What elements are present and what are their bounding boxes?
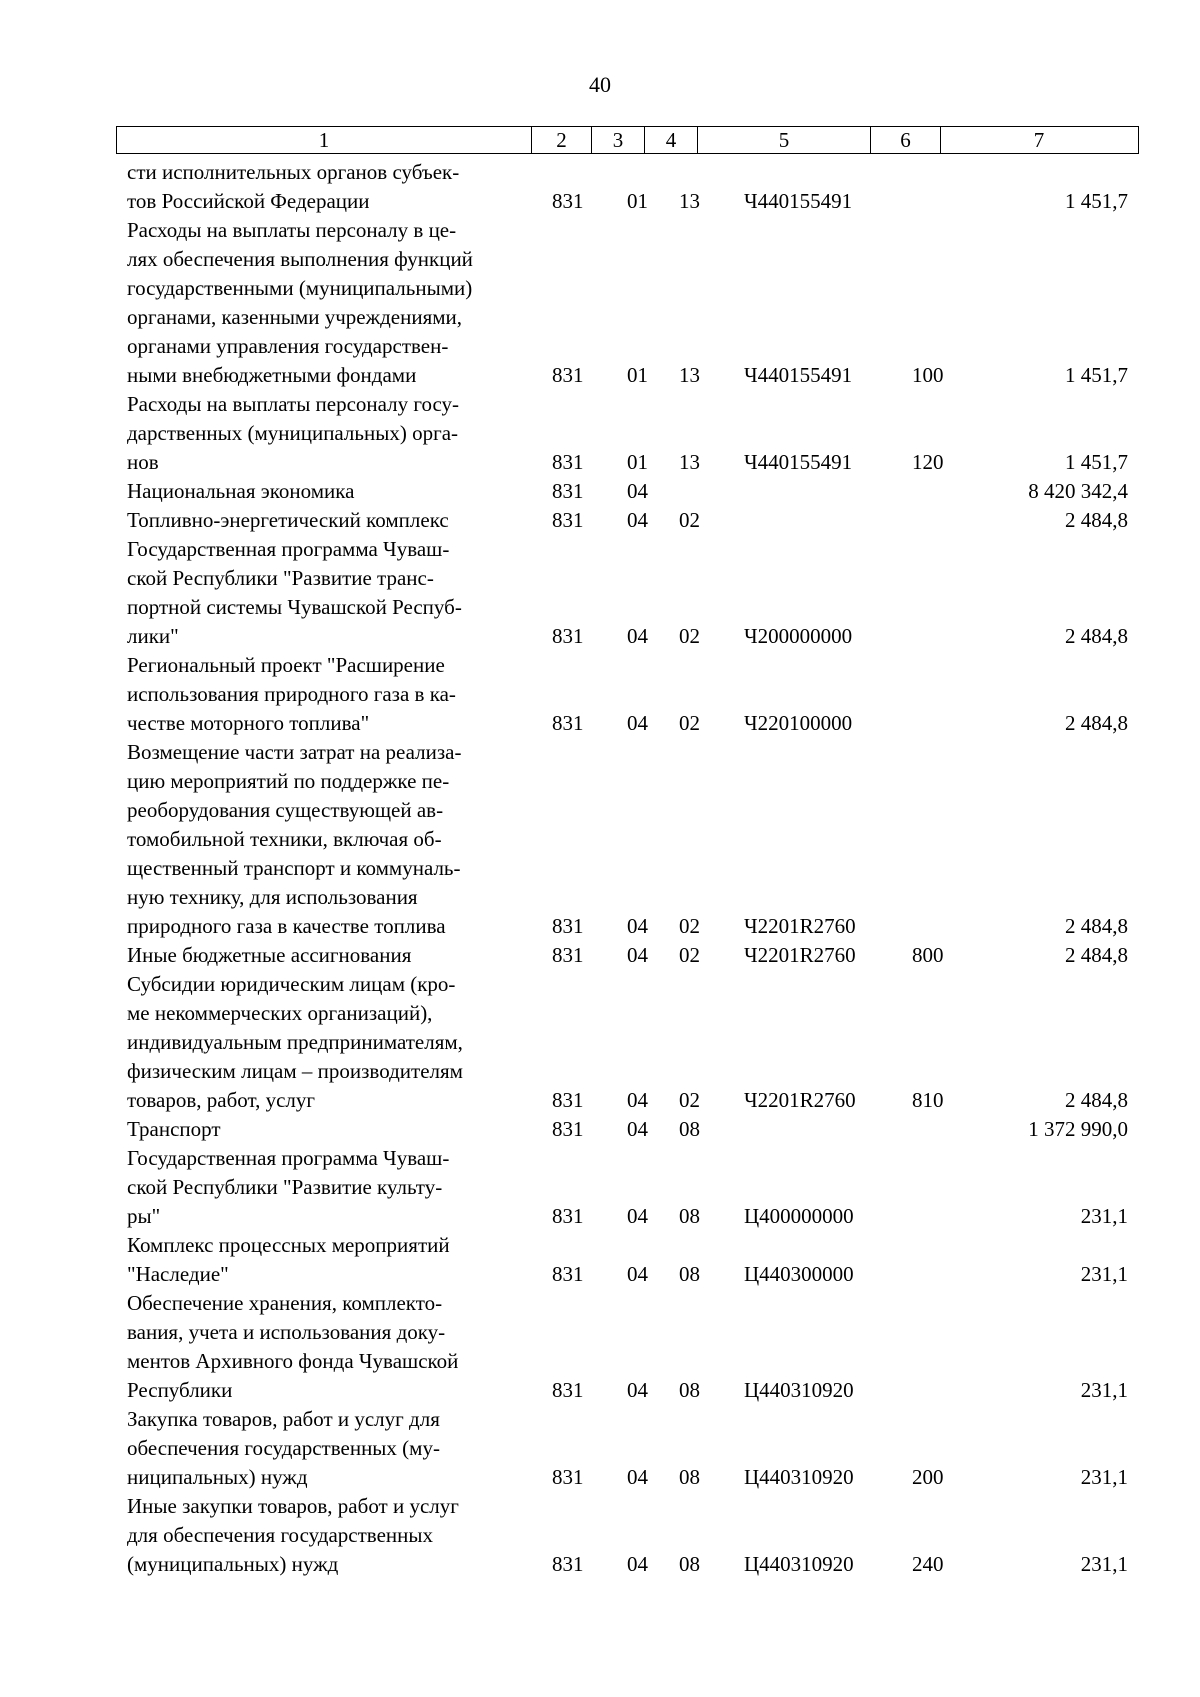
row-target-article: Ч2201R2760 <box>744 943 856 967</box>
row-admin-code: 831 <box>552 363 584 387</box>
header-col-4: 4 <box>644 127 697 153</box>
row-subsection: 08 <box>679 1117 700 1141</box>
table-row <box>0 477 1200 506</box>
table-row <box>0 1231 1200 1289</box>
row-amount: 2 484,8 <box>1065 508 1128 532</box>
row-admin-code: 831 <box>552 1465 584 1489</box>
row-description: Региональный проект "Расширение использования природного газа в ка- честве моторного топлива" <box>127 653 456 735</box>
row-expense-type: 810 <box>912 1088 944 1112</box>
row-target-article: Ч440155491 <box>744 363 853 387</box>
row-expense-type: 120 <box>912 450 944 474</box>
row-target-article: Ч200000000 <box>744 624 853 648</box>
row-expense-type: 240 <box>912 1552 944 1576</box>
row-section: 04 <box>627 1465 648 1489</box>
row-description: Топливно-энергетический комплекс <box>127 508 449 532</box>
row-amount: 2 484,8 <box>1065 1088 1128 1112</box>
row-expense-type: 200 <box>912 1465 944 1489</box>
row-admin-code: 831 <box>552 450 584 474</box>
row-amount: 1 451,7 <box>1065 450 1128 474</box>
row-target-article: Ц440310920 <box>744 1378 854 1402</box>
row-amount: 1 451,7 <box>1065 189 1128 213</box>
row-description: Государственная программа Чуваш- ской Республики "Развитие транс- портной системы Чувашской Респуб- лики" <box>127 537 462 648</box>
row-section: 04 <box>627 1204 648 1228</box>
row-admin-code: 831 <box>552 1378 584 1402</box>
table-row <box>0 1144 1200 1231</box>
row-target-article: Ч2201R2760 <box>744 1088 856 1112</box>
row-section: 01 <box>627 450 648 474</box>
row-amount: 231,1 <box>1080 1465 1128 1489</box>
row-subsection: 08 <box>679 1262 700 1286</box>
row-description: Субсидии юридическим лицам (кро- ме некоммерческих организаций), индивидуальным предпринимателям, физическим лицам – производителям товаров, работ, услуг <box>127 972 463 1112</box>
row-amount: 231,1 <box>1080 1552 1128 1576</box>
table-row <box>0 1115 1200 1144</box>
row-admin-code: 831 <box>552 1262 584 1286</box>
row-admin-code: 831 <box>552 711 584 735</box>
row-target-article: Ц400000000 <box>744 1204 854 1228</box>
row-description: сти исполнительных органов субъек- тов Российской Федерации <box>127 160 460 213</box>
row-target-article: Ц440310920 <box>744 1465 854 1489</box>
row-section: 01 <box>627 189 648 213</box>
row-description: Расходы на выплаты персоналу в це- лях обеспечения выполнения функций государственными (муниципальными) органами, казенными учреждениями, органами управления государствен- ными внебюджетными фондами <box>127 218 473 387</box>
header-col-3: 3 <box>591 127 644 153</box>
row-description: Иные закупки товаров, работ и услуг для обеспечения государственных (муниципальных) нужд <box>127 1494 459 1576</box>
row-description: Расходы на выплаты персоналу госу- дарственных (муниципальных) орга- нов <box>127 392 460 474</box>
row-expense-type: 800 <box>912 943 944 967</box>
row-amount: 1 372 990,0 <box>1028 1117 1128 1141</box>
table-row <box>0 506 1200 535</box>
row-subsection: 02 <box>679 914 700 938</box>
row-description: Возмещение части затрат на реализа- цию мероприятий по поддержке пе- реоборудования существующей ав- томобильной техники, включая об- щественный транспорт и коммуналь- ную технику, для использования природного газа в качестве топлива <box>127 740 462 938</box>
header-col-6: 6 <box>870 127 940 153</box>
row-admin-code: 831 <box>552 1088 584 1112</box>
row-amount: 8 420 342,4 <box>1028 479 1128 503</box>
page-number: 40 <box>589 72 611 97</box>
row-section: 04 <box>627 914 648 938</box>
row-target-article: Ч440155491 <box>744 450 853 474</box>
table-row <box>0 970 1200 1115</box>
row-description: Государственная программа Чуваш- ской Республики "Развитие культу- ры" <box>127 1146 450 1228</box>
row-subsection: 02 <box>679 624 700 648</box>
row-subsection: 13 <box>679 189 700 213</box>
table-body <box>0 158 1200 1579</box>
table-row <box>0 1492 1200 1579</box>
row-section: 04 <box>627 1117 648 1141</box>
row-admin-code: 831 <box>552 479 584 503</box>
row-admin-code: 831 <box>552 914 584 938</box>
header-col-5: 5 <box>697 127 870 153</box>
row-section: 04 <box>627 1552 648 1576</box>
row-amount: 231,1 <box>1080 1204 1128 1228</box>
row-amount: 2 484,8 <box>1065 914 1128 938</box>
row-section: 01 <box>627 363 648 387</box>
row-subsection: 08 <box>679 1552 700 1576</box>
row-amount: 231,1 <box>1080 1378 1128 1402</box>
row-admin-code: 831 <box>552 508 584 532</box>
row-section: 04 <box>627 1262 648 1286</box>
row-amount: 231,1 <box>1080 1262 1128 1286</box>
row-description: Закупка товаров, работ и услуг для обеспечения государственных (му- ниципальных) нужд <box>127 1407 440 1489</box>
row-subsection: 13 <box>679 450 700 474</box>
table-row <box>0 535 1200 651</box>
table-header <box>116 126 1139 154</box>
row-admin-code: 831 <box>552 189 584 213</box>
row-description: Национальная экономика <box>127 479 355 503</box>
row-section: 04 <box>627 1378 648 1402</box>
row-target-article: Ч2201R2760 <box>744 914 856 938</box>
row-section: 04 <box>627 943 648 967</box>
table-row <box>0 158 1200 216</box>
row-description: Обеспечение хранения, комплекто- вания, учета и использования доку- ментов Архивного фонда Чувашской Республики <box>127 1291 459 1402</box>
row-amount: 2 484,8 <box>1065 711 1128 735</box>
row-admin-code: 831 <box>552 624 584 648</box>
table-row <box>0 390 1200 477</box>
row-description: Иные бюджетные ассигнования <box>127 943 412 967</box>
row-target-article: Ч440155491 <box>744 189 853 213</box>
row-section: 04 <box>627 1088 648 1112</box>
table-row <box>0 216 1200 390</box>
row-section: 04 <box>627 479 648 503</box>
row-description: Комплекс процессных мероприятий "Наследие" <box>127 1233 450 1286</box>
row-description: Транспорт <box>127 1117 221 1141</box>
row-admin-code: 831 <box>552 1117 584 1141</box>
row-admin-code: 831 <box>552 1552 584 1576</box>
row-amount: 2 484,8 <box>1065 943 1128 967</box>
row-section: 04 <box>627 508 648 532</box>
table-row <box>0 1405 1200 1492</box>
row-subsection: 02 <box>679 508 700 532</box>
table-row <box>0 941 1200 970</box>
header-col-7: 7 <box>940 127 1137 153</box>
table-row <box>0 651 1200 738</box>
row-target-article: Ц440310920 <box>744 1552 854 1576</box>
row-section: 04 <box>627 624 648 648</box>
row-target-article: Ц440300000 <box>744 1262 854 1286</box>
header-col-2: 2 <box>531 127 591 153</box>
row-subsection: 08 <box>679 1204 700 1228</box>
row-subsection: 02 <box>679 1088 700 1112</box>
row-admin-code: 831 <box>552 943 584 967</box>
row-subsection: 13 <box>679 363 700 387</box>
row-amount: 1 451,7 <box>1065 363 1128 387</box>
row-subsection: 08 <box>679 1465 700 1489</box>
row-target-article: Ч220100000 <box>744 711 853 735</box>
row-expense-type: 100 <box>912 363 944 387</box>
row-amount: 2 484,8 <box>1065 624 1128 648</box>
table-row <box>0 738 1200 941</box>
row-subsection: 02 <box>679 711 700 735</box>
row-section: 04 <box>627 711 648 735</box>
table-row <box>0 1289 1200 1405</box>
row-subsection: 02 <box>679 943 700 967</box>
row-admin-code: 831 <box>552 1204 584 1228</box>
row-subsection: 08 <box>679 1378 700 1402</box>
header-col-1: 1 <box>318 128 330 152</box>
